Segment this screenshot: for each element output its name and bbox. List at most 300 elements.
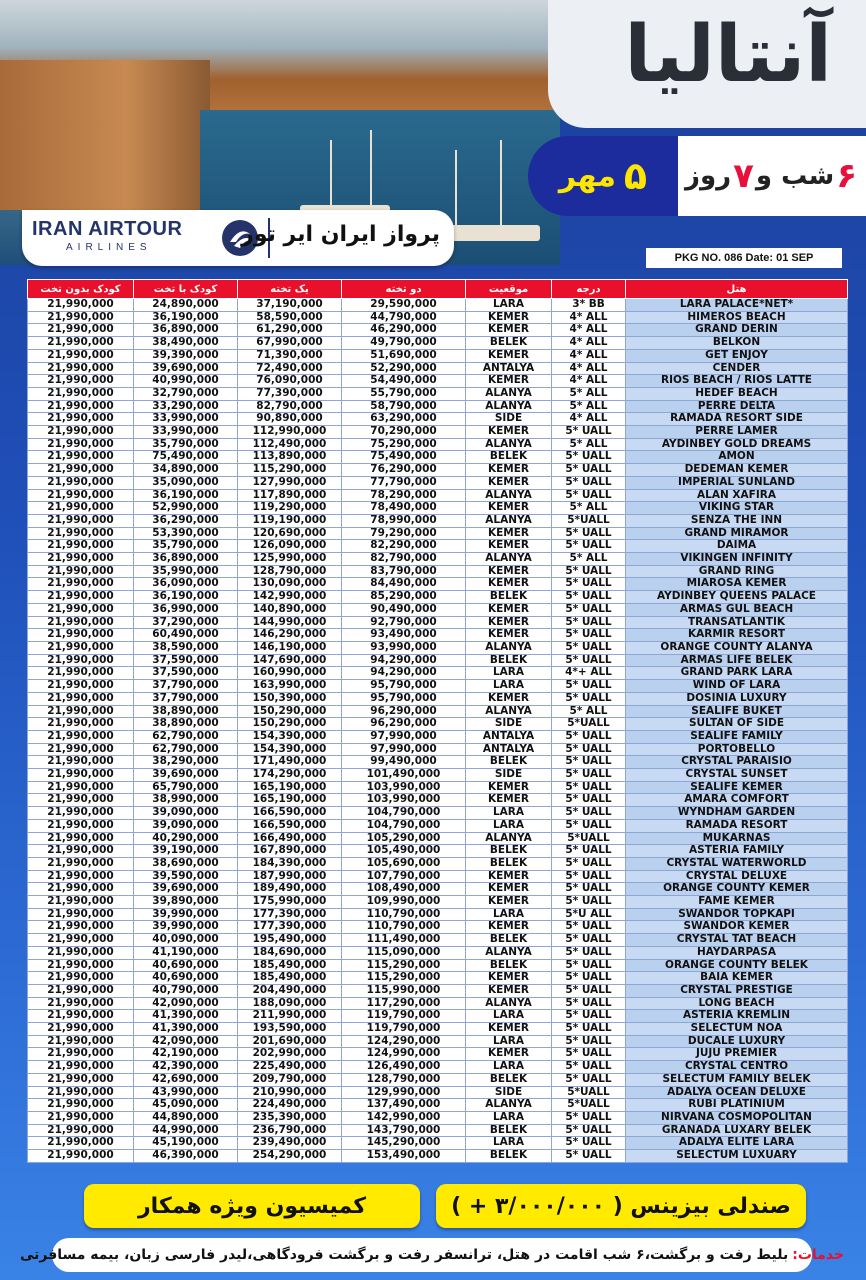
- package-number: PKG NO. 086 Date: 01 SEP: [646, 248, 842, 268]
- table-cell: 211,990,000: [238, 1010, 342, 1023]
- table-row: [28, 959, 848, 972]
- table-cell: 53,390,000: [134, 527, 238, 540]
- table-cell: 21,990,000: [28, 603, 134, 616]
- table-row: [28, 629, 848, 642]
- table-cell: 99,490,000: [342, 756, 466, 769]
- table-cell: 209,790,000: [238, 1073, 342, 1086]
- table-cell: 166,490,000: [238, 832, 342, 845]
- table-cell: 21,990,000: [28, 997, 134, 1010]
- hotel-cell: AMARA COMFORT: [626, 794, 848, 807]
- table-cell: 77,390,000: [238, 387, 342, 400]
- table-cell: 90,490,000: [342, 603, 466, 616]
- table-cell: 5* UALL: [552, 1137, 626, 1150]
- table-cell: 21,990,000: [28, 1150, 134, 1163]
- table-cell: 165,190,000: [238, 794, 342, 807]
- table-cell: 39,990,000: [134, 908, 238, 921]
- table-cell: 65,790,000: [134, 781, 238, 794]
- table-cell: 21,990,000: [28, 514, 134, 527]
- table-cell: KEMER: [466, 324, 552, 337]
- table-row: [28, 603, 848, 616]
- table-cell: 146,290,000: [238, 629, 342, 642]
- days-label: روز: [685, 161, 732, 191]
- table-row: [28, 565, 848, 578]
- table-cell: 188,090,000: [238, 997, 342, 1010]
- hotel-cell: CRYSTAL TAT BEACH: [626, 934, 848, 947]
- table-cell: 21,990,000: [28, 819, 134, 832]
- table-cell: 36,890,000: [134, 553, 238, 566]
- table-row: [28, 857, 848, 870]
- table-cell: 177,390,000: [238, 908, 342, 921]
- table-cell: 33,290,000: [134, 400, 238, 413]
- table-cell: 37,590,000: [134, 654, 238, 667]
- column-header: موقعیت: [466, 280, 552, 299]
- table-cell: 82,790,000: [238, 400, 342, 413]
- table-cell: 58,790,000: [342, 400, 466, 413]
- column-header: هتل: [626, 280, 848, 299]
- table-cell: 4* ALL: [552, 362, 626, 375]
- table-cell: BELEK: [466, 451, 552, 464]
- table-cell: 37,790,000: [134, 692, 238, 705]
- table-cell: KEMER: [466, 870, 552, 883]
- table-cell: 117,890,000: [238, 489, 342, 502]
- table-cell: 70,290,000: [342, 426, 466, 439]
- table-row: [28, 984, 848, 997]
- table-cell: 39,690,000: [134, 769, 238, 782]
- hotel-cell: GRAND MIRAMOR: [626, 527, 848, 540]
- table-cell: 4* ALL: [552, 324, 626, 337]
- table-row: [28, 1086, 848, 1099]
- table-cell: 5* ALL: [552, 400, 626, 413]
- table-cell: 225,490,000: [238, 1061, 342, 1074]
- table-cell: 78,490,000: [342, 502, 466, 515]
- table-cell: 21,990,000: [28, 565, 134, 578]
- table-cell: 35,990,000: [134, 565, 238, 578]
- table-cell: 5* UALL: [552, 845, 626, 858]
- hotel-cell: VIKINGEN INFINITY: [626, 553, 848, 566]
- table-cell: 42,190,000: [134, 1048, 238, 1061]
- hotel-cell: NIRVANA COSMOPOLITAN: [626, 1112, 848, 1125]
- table-cell: BELEK: [466, 1073, 552, 1086]
- table-cell: 107,790,000: [342, 870, 466, 883]
- table-row: [28, 1023, 848, 1036]
- table-cell: 5*UALL: [552, 832, 626, 845]
- table-cell: 5* UALL: [552, 781, 626, 794]
- table-cell: 21,990,000: [28, 349, 134, 362]
- table-row: [28, 591, 848, 604]
- table-row: [28, 997, 848, 1010]
- table-row: [28, 616, 848, 629]
- table-cell: 21,990,000: [28, 743, 134, 756]
- table-cell: 21,990,000: [28, 1023, 134, 1036]
- hotel-cell: ASTERIA KREMLIN: [626, 1010, 848, 1023]
- table-cell: 5* UALL: [552, 997, 626, 1010]
- table-cell: 5* UALL: [552, 756, 626, 769]
- hotel-cell: CRYSTAL SUNSET: [626, 769, 848, 782]
- table-cell: SIDE: [466, 769, 552, 782]
- table-row: [28, 375, 848, 388]
- table-cell: 129,990,000: [342, 1086, 466, 1099]
- table-cell: 60,490,000: [134, 629, 238, 642]
- table-cell: 38,990,000: [134, 794, 238, 807]
- table-cell: 21,990,000: [28, 464, 134, 477]
- table-row: [28, 705, 848, 718]
- table-cell: 4* ALL: [552, 311, 626, 324]
- table-cell: 105,490,000: [342, 845, 466, 858]
- table-cell: 97,990,000: [342, 730, 466, 743]
- table-cell: 193,590,000: [238, 1023, 342, 1036]
- table-row: [28, 438, 848, 451]
- days-count: ۷: [733, 156, 754, 196]
- hotel-cell: CRYSTAL DELUXE: [626, 870, 848, 883]
- table-cell: ANTALYA: [466, 362, 552, 375]
- table-cell: 21,990,000: [28, 680, 134, 693]
- hotel-cell: TRANSATLANTIK: [626, 616, 848, 629]
- table-row: [28, 1048, 848, 1061]
- table-cell: 45,090,000: [134, 1099, 238, 1112]
- table-cell: 115,290,000: [238, 464, 342, 477]
- table-cell: 5* UALL: [552, 527, 626, 540]
- table-cell: 21,990,000: [28, 718, 134, 731]
- table-row: [28, 718, 848, 731]
- table-cell: 174,290,000: [238, 769, 342, 782]
- table-cell: 113,890,000: [238, 451, 342, 464]
- table-row: [28, 464, 848, 477]
- table-cell: 112,490,000: [238, 438, 342, 451]
- table-row: [28, 896, 848, 909]
- table-cell: KEMER: [466, 565, 552, 578]
- table-cell: SIDE: [466, 1086, 552, 1099]
- table-row: [28, 908, 848, 921]
- table-cell: 165,190,000: [238, 781, 342, 794]
- table-cell: 235,390,000: [238, 1112, 342, 1125]
- table-cell: 21,990,000: [28, 413, 134, 426]
- table-cell: 21,990,000: [28, 362, 134, 375]
- table-cell: 21,990,000: [28, 959, 134, 972]
- table-cell: 103,990,000: [342, 794, 466, 807]
- table-cell: 46,290,000: [342, 324, 466, 337]
- table-row: [28, 362, 848, 375]
- column-header: کودک با تخت: [134, 280, 238, 299]
- table-cell: 21,990,000: [28, 984, 134, 997]
- table-cell: 75,290,000: [342, 438, 466, 451]
- table-row: [28, 426, 848, 439]
- table-row: [28, 299, 848, 312]
- table-cell: 44,790,000: [342, 311, 466, 324]
- table-cell: 82,790,000: [342, 553, 466, 566]
- table-cell: 42,690,000: [134, 1073, 238, 1086]
- table-cell: 38,690,000: [134, 857, 238, 870]
- table-row: [28, 578, 848, 591]
- table-cell: BELEK: [466, 654, 552, 667]
- table-cell: BELEK: [466, 591, 552, 604]
- table-cell: 21,990,000: [28, 387, 134, 400]
- table-cell: 38,590,000: [134, 641, 238, 654]
- table-cell: 38,290,000: [134, 756, 238, 769]
- table-cell: 5* UALL: [552, 654, 626, 667]
- table-cell: 119,290,000: [238, 502, 342, 515]
- table-cell: 21,990,000: [28, 896, 134, 909]
- table-cell: ALANYA: [466, 553, 552, 566]
- table-cell: 32,790,000: [134, 387, 238, 400]
- table-cell: LARA: [466, 908, 552, 921]
- table-row: [28, 1035, 848, 1048]
- table-cell: KEMER: [466, 311, 552, 324]
- table-cell: 38,890,000: [134, 718, 238, 731]
- table-cell: 93,490,000: [342, 629, 466, 642]
- table-cell: LARA: [466, 1061, 552, 1074]
- table-cell: 5* UALL: [552, 921, 626, 934]
- table-row: [28, 413, 848, 426]
- table-cell: 21,990,000: [28, 807, 134, 820]
- table-row: [28, 1061, 848, 1074]
- hotel-cell: MUKARNAS: [626, 832, 848, 845]
- date-month: مهر: [558, 158, 616, 194]
- table-cell: 5* UALL: [552, 489, 626, 502]
- table-cell: 41,390,000: [134, 1010, 238, 1023]
- table-cell: 36,190,000: [134, 591, 238, 604]
- table-row: [28, 972, 848, 985]
- table-cell: 52,990,000: [134, 502, 238, 515]
- hotel-cell: RAMADA RESORT: [626, 819, 848, 832]
- table-cell: 137,490,000: [342, 1099, 466, 1112]
- table-cell: 43,990,000: [134, 1086, 238, 1099]
- table-cell: 94,290,000: [342, 667, 466, 680]
- table-cell: 39,390,000: [134, 349, 238, 362]
- table-cell: 37,290,000: [134, 616, 238, 629]
- table-cell: 21,990,000: [28, 692, 134, 705]
- table-cell: 5* UALL: [552, 540, 626, 553]
- hotel-cell: ORANGE COUNTY KEMER: [626, 883, 848, 896]
- hotel-cell: SEALIFE BUKET: [626, 705, 848, 718]
- table-cell: 46,390,000: [134, 1150, 238, 1163]
- table-row: [28, 934, 848, 947]
- destination-title: آنتالیا: [624, 10, 832, 100]
- hotel-cell: PORTOBELLO: [626, 743, 848, 756]
- table-cell: 35,790,000: [134, 540, 238, 553]
- table-cell: 5* UALL: [552, 896, 626, 909]
- boat-mast: [455, 150, 457, 230]
- table-cell: 36,290,000: [134, 514, 238, 527]
- table-cell: 5* UALL: [552, 870, 626, 883]
- table-cell: 21,990,000: [28, 451, 134, 464]
- hotel-cell: GRAND DERIN: [626, 324, 848, 337]
- table-row: [28, 883, 848, 896]
- table-cell: 36,190,000: [134, 489, 238, 502]
- table-cell: KEMER: [466, 921, 552, 934]
- table-cell: 40,290,000: [134, 832, 238, 845]
- table-cell: 82,290,000: [342, 540, 466, 553]
- hotel-cell: ADALYA ELITE LARA: [626, 1137, 848, 1150]
- table-cell: 21,990,000: [28, 934, 134, 947]
- table-cell: KEMER: [466, 794, 552, 807]
- table-cell: 51,690,000: [342, 349, 466, 362]
- table-cell: 21,990,000: [28, 540, 134, 553]
- table-cell: 166,590,000: [238, 819, 342, 832]
- table-cell: LARA: [466, 1035, 552, 1048]
- table-cell: ALANYA: [466, 946, 552, 959]
- price-table: [27, 279, 848, 1163]
- table-cell: 34,890,000: [134, 464, 238, 477]
- table-cell: 21,990,000: [28, 921, 134, 934]
- table-row: [28, 476, 848, 489]
- table-cell: 111,490,000: [342, 934, 466, 947]
- table-cell: 119,790,000: [342, 1010, 466, 1023]
- table-cell: ALANYA: [466, 400, 552, 413]
- hotel-cell: SEALIFE KEMER: [626, 781, 848, 794]
- table-cell: KEMER: [466, 896, 552, 909]
- table-cell: 124,990,000: [342, 1048, 466, 1061]
- table-cell: 21,990,000: [28, 641, 134, 654]
- table-cell: 146,190,000: [238, 641, 342, 654]
- table-cell: 4* ALL: [552, 349, 626, 362]
- table-cell: 21,990,000: [28, 857, 134, 870]
- table-cell: 42,390,000: [134, 1061, 238, 1074]
- table-cell: 39,090,000: [134, 807, 238, 820]
- table-cell: 41,190,000: [134, 946, 238, 959]
- table-row: [28, 743, 848, 756]
- hotel-cell: DEDEMAN KEMER: [626, 464, 848, 477]
- table-row: [28, 946, 848, 959]
- table-cell: 21,990,000: [28, 845, 134, 858]
- table-cell: 5* UALL: [552, 692, 626, 705]
- table-cell: SIDE: [466, 413, 552, 426]
- table-cell: 76,290,000: [342, 464, 466, 477]
- table-cell: 39,190,000: [134, 845, 238, 858]
- table-row: [28, 1099, 848, 1112]
- table-cell: 21,990,000: [28, 489, 134, 502]
- table-cell: 21,990,000: [28, 616, 134, 629]
- table-cell: LARA: [466, 299, 552, 312]
- table-cell: 21,990,000: [28, 705, 134, 718]
- table-cell: 5* UALL: [552, 769, 626, 782]
- table-cell: ALANYA: [466, 387, 552, 400]
- table-cell: SIDE: [466, 718, 552, 731]
- table-row: [28, 349, 848, 362]
- hotel-cell: AMON: [626, 451, 848, 464]
- table-cell: 40,690,000: [134, 972, 238, 985]
- table-row: [28, 451, 848, 464]
- table-cell: 40,790,000: [134, 984, 238, 997]
- table-cell: 21,990,000: [28, 654, 134, 667]
- hotel-cell: RAMADA RESORT SIDE: [626, 413, 848, 426]
- table-cell: 125,990,000: [238, 553, 342, 566]
- table-cell: 21,990,000: [28, 476, 134, 489]
- table-cell: 4* ALL: [552, 413, 626, 426]
- hotel-cell: ASTERIA FAMILY: [626, 845, 848, 858]
- table-cell: 210,990,000: [238, 1086, 342, 1099]
- table-row: [28, 870, 848, 883]
- table-cell: 52,290,000: [342, 362, 466, 375]
- table-cell: 103,990,000: [342, 781, 466, 794]
- hotel-cell: SWANDOR KEMER: [626, 921, 848, 934]
- table-cell: 5* UALL: [552, 1112, 626, 1125]
- table-cell: KEMER: [466, 476, 552, 489]
- table-cell: 45,190,000: [134, 1137, 238, 1150]
- table-cell: 21,990,000: [28, 667, 134, 680]
- table-cell: 117,290,000: [342, 997, 466, 1010]
- table-cell: LARA: [466, 680, 552, 693]
- table-cell: 5* UALL: [552, 857, 626, 870]
- column-header: درجه: [552, 280, 626, 299]
- table-cell: 127,990,000: [238, 476, 342, 489]
- table-cell: 21,990,000: [28, 908, 134, 921]
- table-cell: 37,590,000: [134, 667, 238, 680]
- table-cell: 108,490,000: [342, 883, 466, 896]
- table-cell: 5* ALL: [552, 553, 626, 566]
- table-cell: 5* UALL: [552, 1010, 626, 1023]
- table-cell: ALANYA: [466, 514, 552, 527]
- table-row: [28, 819, 848, 832]
- table-cell: 5*UALL: [552, 718, 626, 731]
- table-cell: 115,290,000: [342, 972, 466, 985]
- table-cell: 175,990,000: [238, 896, 342, 909]
- table-cell: 153,490,000: [342, 1150, 466, 1163]
- table-cell: 166,590,000: [238, 807, 342, 820]
- table-row: [28, 324, 848, 337]
- table-cell: 97,990,000: [342, 743, 466, 756]
- table-cell: 147,690,000: [238, 654, 342, 667]
- hotel-cell: GET ENJOY: [626, 349, 848, 362]
- hotel-cell: IMPERIAL SUNLAND: [626, 476, 848, 489]
- hotel-cell: CRYSTAL PRESTIGE: [626, 984, 848, 997]
- table-cell: 21,990,000: [28, 1124, 134, 1137]
- table-cell: KEMER: [466, 603, 552, 616]
- table-cell: 5*U ALL: [552, 908, 626, 921]
- cliff-shape: [0, 60, 210, 210]
- table-cell: 83,790,000: [342, 565, 466, 578]
- table-cell: BELEK: [466, 845, 552, 858]
- table-cell: 185,490,000: [238, 972, 342, 985]
- table-cell: 94,290,000: [342, 654, 466, 667]
- table-cell: 21,990,000: [28, 1099, 134, 1112]
- table-cell: 44,890,000: [134, 1112, 238, 1125]
- boat-mast: [370, 130, 372, 210]
- table-cell: 142,990,000: [342, 1112, 466, 1125]
- table-row: [28, 730, 848, 743]
- table-row: [28, 641, 848, 654]
- table-row: [28, 692, 848, 705]
- table-cell: 36,090,000: [134, 578, 238, 591]
- table-cell: BELEK: [466, 1150, 552, 1163]
- column-header: دو تخته: [342, 280, 466, 299]
- table-row: [28, 553, 848, 566]
- table-cell: 128,790,000: [238, 565, 342, 578]
- nights-days: [678, 136, 866, 216]
- hotel-cell: LARA PALACE*NET*: [626, 299, 848, 312]
- hotel-cell: HAYDARPASA: [626, 946, 848, 959]
- hotel-cell: ADALYA OCEAN DELUXE: [626, 1086, 848, 1099]
- table-cell: 5* UALL: [552, 1124, 626, 1137]
- hotel-cell: ARMAS LIFE BELEK: [626, 654, 848, 667]
- table-cell: 36,890,000: [134, 324, 238, 337]
- table-row: [28, 514, 848, 527]
- table-cell: 104,790,000: [342, 819, 466, 832]
- table-cell: 5* UALL: [552, 743, 626, 756]
- table-cell: KEMER: [466, 426, 552, 439]
- table-cell: 39,690,000: [134, 883, 238, 896]
- table-cell: 21,990,000: [28, 870, 134, 883]
- table-cell: KEMER: [466, 629, 552, 642]
- table-cell: 5* UALL: [552, 565, 626, 578]
- table-cell: KEMER: [466, 464, 552, 477]
- table-cell: 5* UALL: [552, 984, 626, 997]
- table-cell: 5*UALL: [552, 514, 626, 527]
- table-cell: KEMER: [466, 1023, 552, 1036]
- table-cell: LARA: [466, 667, 552, 680]
- table-cell: 44,990,000: [134, 1124, 238, 1137]
- hotel-cell: SELECTUM NOA: [626, 1023, 848, 1036]
- hotel-cell: ORANGE COUNTY ALANYA: [626, 641, 848, 654]
